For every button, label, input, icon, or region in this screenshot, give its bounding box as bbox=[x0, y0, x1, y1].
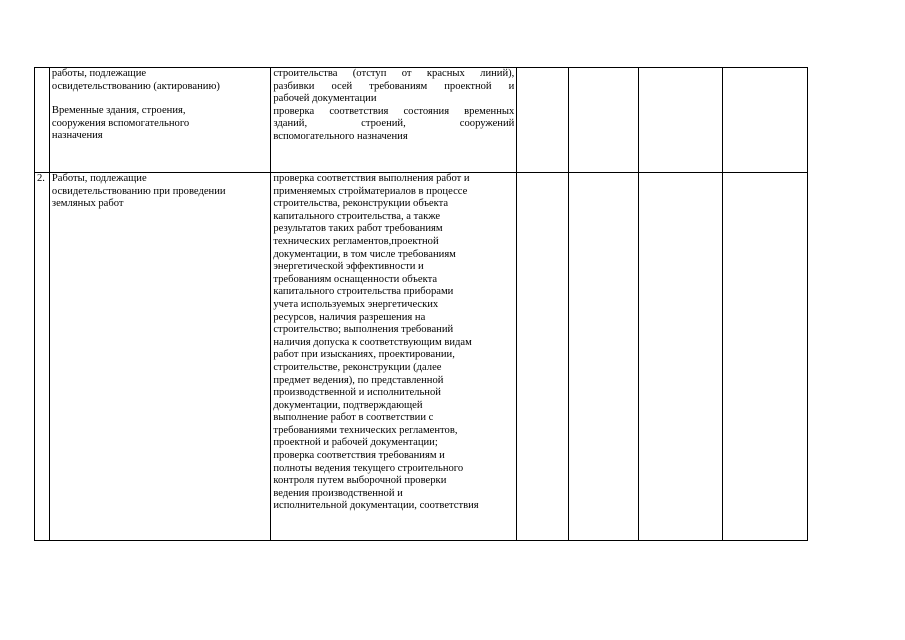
text-line: проверка соответствия выполнения работ и bbox=[273, 173, 470, 184]
text-line: земляных работ bbox=[51, 198, 124, 210]
work-type-text bbox=[52, 68, 268, 93]
text-line: строительство; выполнения требований bbox=[273, 324, 454, 336]
table-row bbox=[35, 68, 808, 173]
text-line: вспомогательного назначения bbox=[273, 130, 408, 142]
text-line: капитального строительства, а также bbox=[273, 210, 441, 222]
text-line: требованиям оснащенности объекта bbox=[273, 273, 438, 285]
text-line: ресурсов, наличия разрешения на bbox=[273, 311, 426, 323]
inspection-cell bbox=[271, 68, 517, 173]
text-line: контроля путем выборочной проверки bbox=[273, 475, 447, 487]
empty-cell bbox=[722, 68, 807, 173]
text-line: ведения производственной и bbox=[273, 487, 403, 499]
text-line: проектной и рабочей документации; bbox=[273, 437, 438, 449]
work-type-cell bbox=[49, 173, 270, 541]
text-line: выполнение работ в соответствии с bbox=[273, 412, 434, 424]
inspection-text bbox=[273, 68, 514, 144]
text-line: Работы, подлежащие bbox=[51, 173, 147, 184]
work-type-text bbox=[52, 105, 268, 143]
text-line: проверка соответствия требованиям и bbox=[273, 450, 445, 462]
text-line: полноты ведения текущего строительного bbox=[273, 462, 464, 474]
text-line: работы, подлежащие bbox=[51, 68, 147, 79]
empty-cell bbox=[517, 68, 569, 173]
text-line: назначения bbox=[51, 130, 103, 142]
text-line: требованиями технических регламентов, bbox=[273, 424, 458, 436]
text-line: энергетической эффективности и bbox=[273, 261, 424, 273]
text-line: разбивки осей требованиям проектной и bbox=[273, 80, 515, 92]
empty-cell bbox=[569, 173, 638, 541]
requirements-table bbox=[34, 67, 808, 541]
text-line: наличия допуска к соответствующим видам bbox=[273, 336, 472, 348]
work-type-cell bbox=[49, 68, 270, 173]
row-number-cell bbox=[35, 68, 50, 173]
text-line: строительства, реконструкции объекта bbox=[273, 198, 449, 210]
text-line: строительства (отступ от красных линий), bbox=[273, 68, 515, 79]
text-line: Временные здания, строения, bbox=[51, 105, 186, 117]
text-line: результатов таких работ требованиям bbox=[273, 223, 443, 235]
text-line: зданий, строений, сооружений bbox=[273, 118, 515, 130]
inspection-text bbox=[273, 173, 514, 513]
text-line: освидетельствованию при проведении bbox=[51, 185, 226, 197]
text-line: освидетельствованию (актированию) bbox=[51, 80, 220, 92]
table-row bbox=[35, 173, 808, 541]
text-line: предмет ведения), по представленной bbox=[273, 374, 444, 386]
text-line: проверка соответствия состояния временных bbox=[273, 105, 515, 117]
text-line: документации, в том числе требованиям bbox=[273, 248, 456, 260]
row-number-cell bbox=[35, 173, 50, 541]
empty-cell bbox=[638, 173, 722, 541]
text-line: документации, подтверждающей bbox=[273, 399, 423, 411]
empty-cell bbox=[517, 173, 569, 541]
text-line: капитального строительства приборами bbox=[273, 286, 454, 298]
text-line: технических регламентов,проектной bbox=[273, 235, 439, 247]
text-line: работ при изысканиях, проектировании, bbox=[273, 349, 455, 361]
row-number: 2. bbox=[37, 173, 45, 184]
text-line: исполнительной документации, соответствия bbox=[273, 500, 479, 512]
text-line: рабочей документации bbox=[273, 93, 377, 105]
text-line: производственной и исполнительной bbox=[273, 387, 441, 399]
text-line: сооружения вспомогательного bbox=[51, 117, 190, 129]
empty-cell bbox=[569, 68, 638, 173]
empty-cell bbox=[722, 173, 807, 541]
empty-cell bbox=[638, 68, 722, 173]
text-line: учета используемых энергетических bbox=[273, 298, 439, 310]
inspection-cell bbox=[271, 173, 517, 541]
work-type-text bbox=[52, 173, 268, 211]
text-line: строительстве, реконструкции (далее bbox=[273, 361, 442, 373]
text-line: применяемых стройматериалов в процессе bbox=[273, 185, 468, 197]
